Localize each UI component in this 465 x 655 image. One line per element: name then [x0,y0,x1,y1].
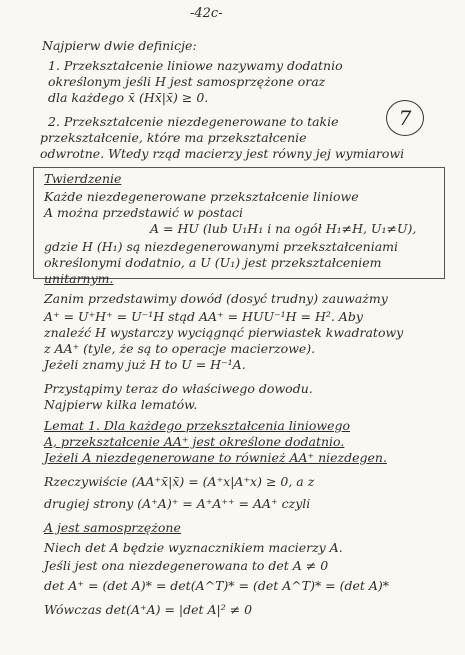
text-line: z AA⁺ (tyle, że są to operacje macierzowe). [44,341,316,356]
text-line: dla każdego x̄ (Hx̄|x̄) ≥ 0. [48,90,209,105]
text-line: Wówczas det(A⁺A) = |det A|² ≠ 0 [44,602,253,617]
circled-number: 7 [386,100,424,136]
text-line: znaleźć H wystarczy wyciągnąć pierwiastek kwadratowy [44,325,404,340]
text-line: Przystąpimy teraz do właściwego dowodu. [44,381,313,396]
text-line: A można przedstawić w postaci [44,205,244,220]
text-line: określonym jeśli H jest samosprzężone oraz [48,74,326,89]
text-line: A jest samosprzężone [44,520,181,535]
text-line: 2. Przekształcenie niezdegenerowane to takie [48,114,339,129]
text-line: Najpierw dwie definicje: [42,38,197,53]
text-line: Jeżeli A niezdegenerowane to również AA⁺ niezdegen. [44,450,387,465]
text-line: drugiej strony (A⁺A)⁺ = A⁺A⁺⁺ = AA⁺ czyli [44,496,311,511]
text-line: 1. Przekształcenie liniowe nazywamy dodatnio [48,58,343,73]
text-line: A, przekształcenie AA⁺ jest określone dodatnio. [44,434,345,449]
lemma-heading: Lemat 1. Dla każdego przekształcenia liniowego [44,418,350,433]
text-line: Najpierw kilka lematów. [44,397,198,412]
text-line: det A⁺ = (det A)* = det(A^T)* = (det A^T)* = (det A)* [44,578,390,593]
text-line: A = HU (lub U₁H₁ i na ogół H₁≠H, U₁≠U), [150,221,417,236]
text-line: Jeśli jest ona niezdegenerowana to det A ≠ 0 [44,558,329,573]
text-line: Zanim przedstawimy dowód (dosyć trudny) zauważmy [44,291,388,306]
text-line: określonymi dodatnio, a U (U₁) jest przekształceniem [44,255,382,270]
page-number: -42c- [190,6,223,21]
text-line: Jeżeli znamy już H to U = H⁻¹A. [44,357,246,372]
theorem-heading: Twierdzenie [44,171,122,186]
text-line: Każde niezdegenerowane przekształcenie liniowe [44,189,359,204]
text-line: odwrotne. Wtedy rząd macierzy jest równy jej wymiarowi [40,146,405,161]
text-line: gdzie H (H₁) są niezdegenerowanymi przekształceniami [44,239,398,254]
text-line: unitarnym. [44,271,114,286]
text-line: A⁺ = U⁺H⁺ = U⁻¹H stąd AA⁺ = HUU⁻¹H = H². Aby [44,309,363,324]
text-line: Niech det A będzie wyznacznikiem macierzy A. [44,540,343,555]
text-line: przekształcenie, które ma przekształcenie [40,130,307,145]
text-line: Rzeczywiście (AA⁺x̄|x̄) = (A⁺x|A⁺x) ≥ 0, a z [44,474,315,489]
